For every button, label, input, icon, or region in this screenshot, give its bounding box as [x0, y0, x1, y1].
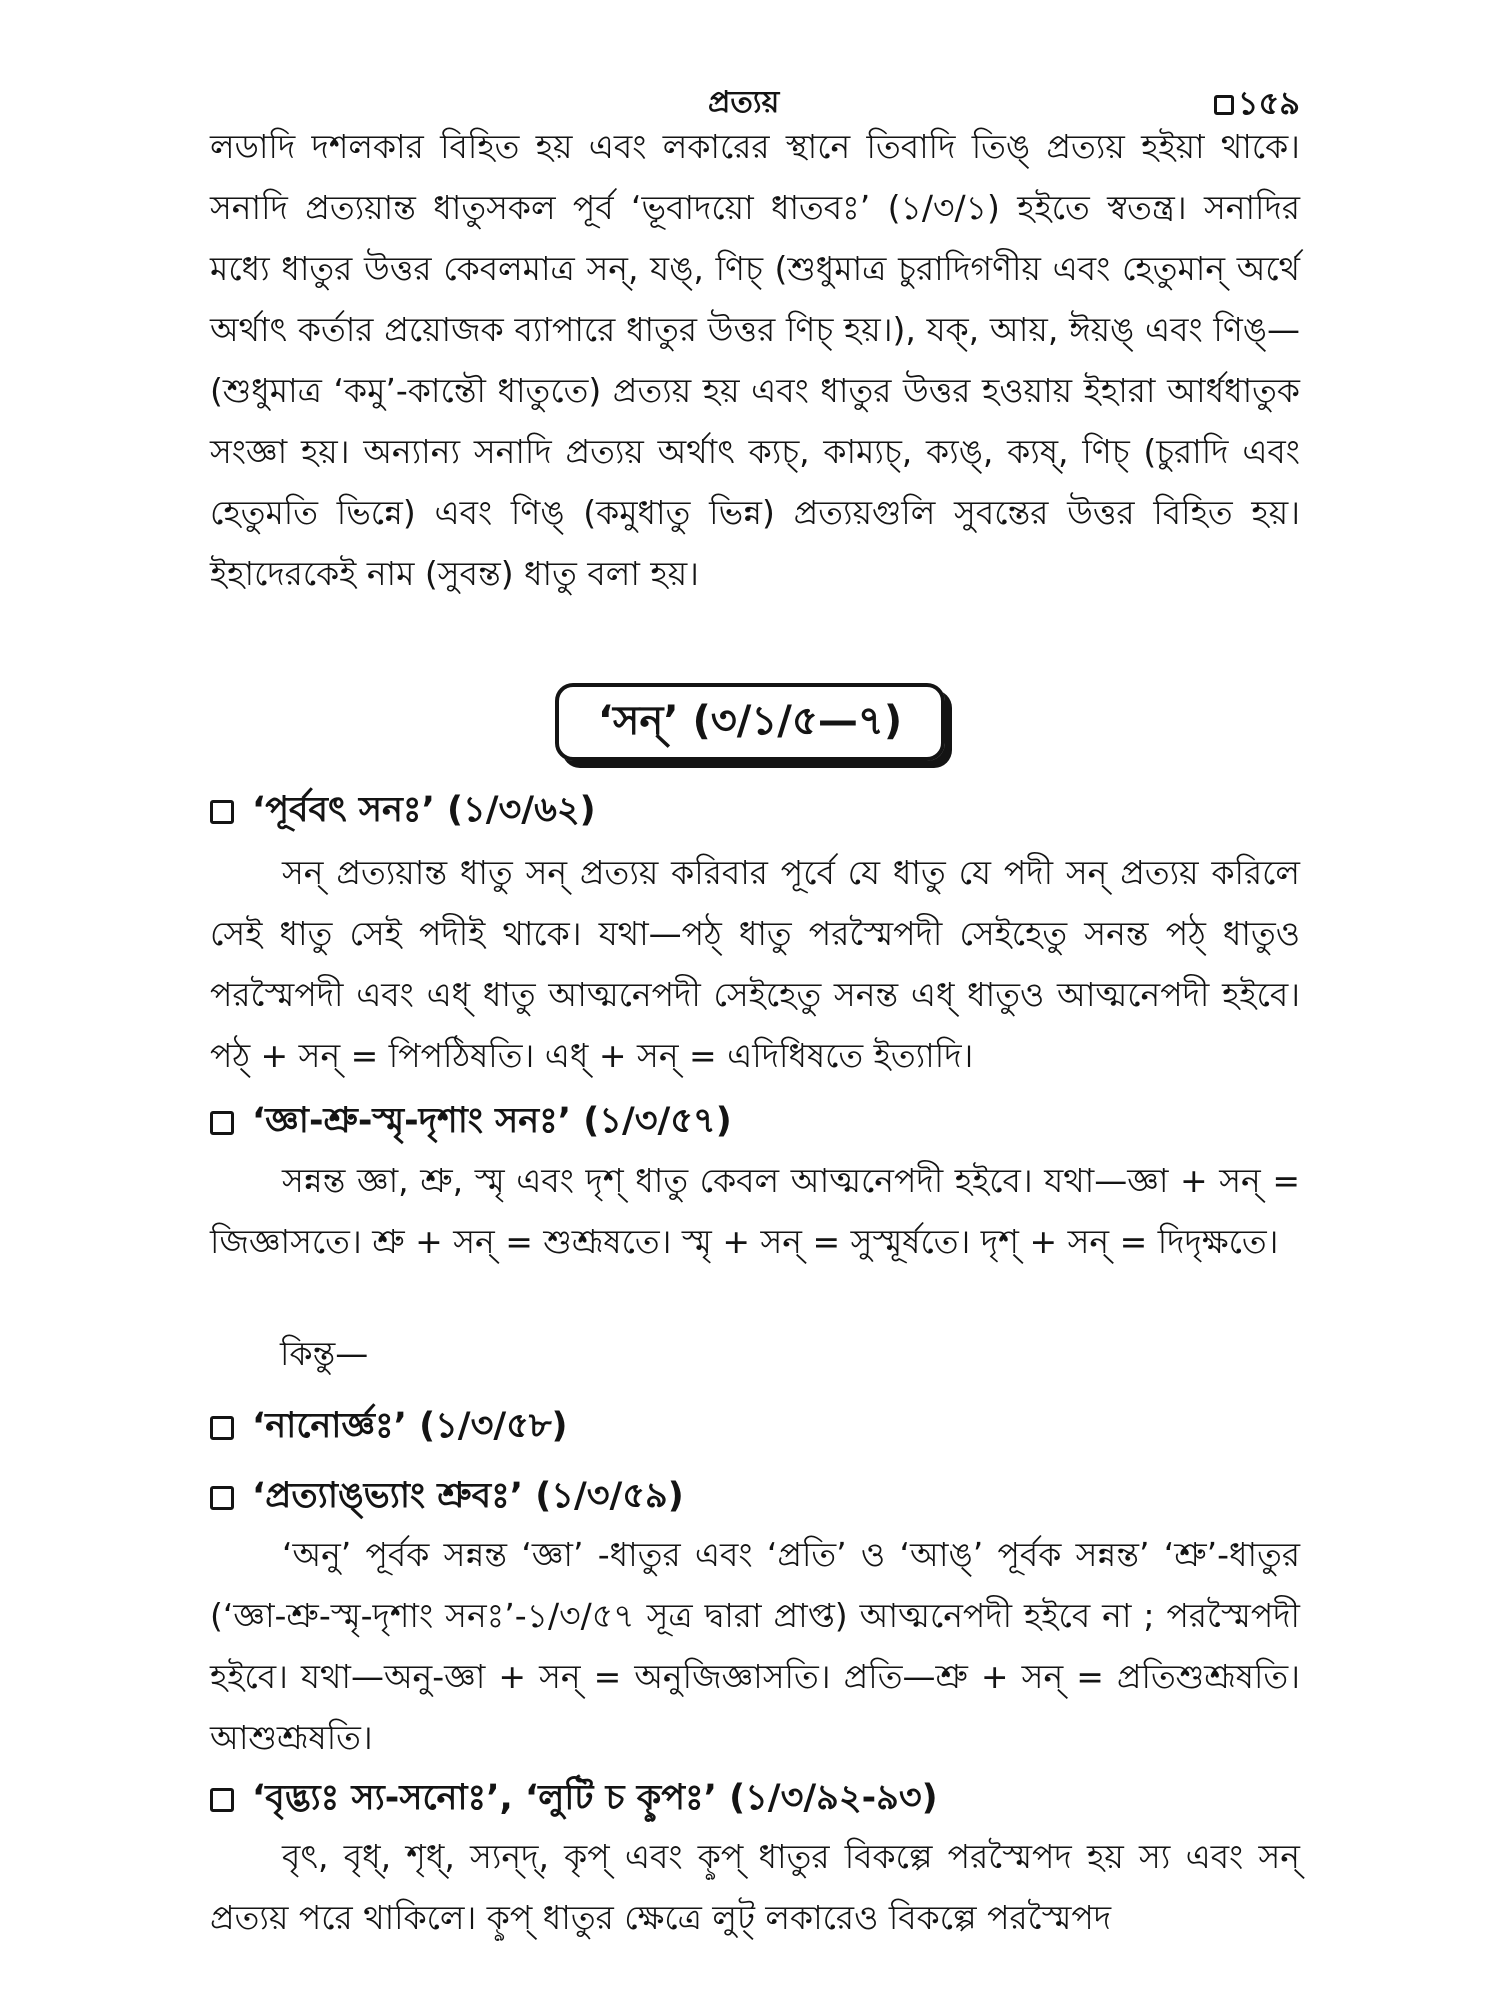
rule-heading — [210, 1093, 732, 1152]
continuation-word: কিন্তু— — [280, 1334, 369, 1373]
intro-paragraph: লডাদি দশলকার বিহিত হয় এবং লকারের স্থানে তিবাদি তিঙ্‌ প্রত্যয় হইয়া থাকে। সনাদি প্রত্যয়ান্ত ধাতুসকল পূর্ব ‘ভূবাদয়ো ধাতবঃ’ (১/৩/১) হইতে স্বতন্ত্র। সনাদির মধ্যে ধাতুর উত্তর কেবলমাত্র সন্‌, যঙ্‌, ণিচ্‌ (শুধুমাত্র চুরাদিগণীয় এবং হেতুমান্‌ অর্থে অর্থাৎ কর্তার প্রয়োজক ব্যাপারে ধাতুর উত্তর ণিচ্‌ হয়।), যক্‌, আয়, ঈয়ঙ্‌ এবং ণিঙ্‌— (শুধুমাত্র ‘কমু’-কান্তৌ ধাতুতে) প্রত্যয় হয় এবং ধাতুর উত্তর হওয়ায় ইহারা আর্ধধাতুক সংজ্ঞা হয়। অন্যান্য সনাদি প্রত্যয় অর্থাৎ ক্যচ্‌, কাম্যচ্‌, ক্যঙ্‌, ক্যষ্‌, ণিচ্‌ (চুরাদি এবং হেতুমতি ভিন্নে) এবং ণিঙ্‌ (কমুধাতু ভিন্ন) প্রত্যয়গুলি সুবন্তের উত্তর বিহিত হয়। ইহাদেরকেই নাম (সুবন্ত) ধাতু বলা হয়। — [210, 127, 1300, 593]
running-title: প্রত্যয় — [708, 85, 780, 120]
rule-heading-text: ‘পূর্ববৎ সনঃ’ (১/৩/৬২) — [252, 790, 596, 830]
square-bullet-icon — [1214, 95, 1234, 115]
rule-paragraph: বৃৎ, বৃধ্‌, শৃধ্‌, স্যন্দ্‌, কৃপ্‌ এবং কৢপ্‌ ধাতুর বিকল্পে পরস্মৈপদ হয় স্য এবং সন্‌ প্রত্যয় পরে থাকিলে। কৢপ্‌ ধাতুর ক্ষেত্রে লুট্‌ লকারেও বিকল্পে পরস্মৈপদ — [210, 1837, 1300, 1937]
square-bullet-icon — [210, 800, 234, 824]
page-number: ১৫৯ — [1237, 84, 1300, 122]
square-bullet-icon — [210, 1111, 234, 1135]
section-title-box — [555, 683, 945, 761]
rule-heading — [210, 1468, 684, 1527]
rule-heading-text: ‘জ্ঞা-শ্রু-স্মৃ-দৃশাং সনঃ’ (১/৩/৫৭) — [252, 1101, 732, 1141]
rule-heading-text: ‘বৃদ্ভ্যঃ স্য-সনোঃ’, ‘লুটি চ কৢপঃ’ (১/৩/৯২-৯৩) — [252, 1778, 938, 1818]
rule-paragraph: সন্‌ প্রত্যয়ান্ত ধাতু সন্‌ প্রত্যয় করিবার পূর্বে যে ধাতু যে পদী সন্‌ প্রত্যয় করিলে সেই ধাতু সেই পদীই থাকে। যথা—পঠ্‌ ধাতু পরস্মৈপদী সেইহেতু সনন্ত পঠ্‌ ধাতুও পরস্মৈপদী এবং এধ্‌ ধাতু আত্মনেপদী সেইহেতু সনন্ত এধ্‌ ধাতুও আত্মনেপদী হইবে। পঠ্‌ + সন্‌ = পিপঠিষতি। এধ্‌ + সন্‌ = এদিধিষতে ইত্যাদি। — [210, 853, 1300, 1075]
rule-heading — [210, 782, 596, 841]
rule-heading-text: ‘নানোর্জ্ঞঃ’ (১/৩/৫৮) — [252, 1406, 568, 1446]
rule-heading-text: ‘প্রত্যাঙ্‌ভ্যাং শ্রুবঃ’ (১/৩/৫৯) — [252, 1476, 684, 1516]
square-bullet-icon — [210, 1486, 234, 1510]
rule-heading — [210, 1770, 938, 1829]
square-bullet-icon — [210, 1788, 234, 1812]
section-title: ‘সন্‌’ (৩/১/৫—৭) — [597, 697, 903, 744]
square-bullet-icon — [210, 1416, 234, 1440]
rule-paragraph: সন্নন্ত জ্ঞা, শ্রু, স্মৃ এবং দৃশ্‌ ধাতু কেবল আত্মনেপদী হইবে। যথা—জ্ঞা + সন্‌ = জিজ্ঞাসতে। শ্রু + সন্‌ = শুশ্রূষতে। স্মৃ + সন্‌ = সুস্মূর্ষতে। দৃশ্‌ + সন্‌ = দিদৃক্ষতে। — [210, 1161, 1300, 1261]
rule-heading — [210, 1398, 568, 1457]
rule-paragraph: ‘অনু’ পূর্বক সন্নন্ত ‘জ্ঞা’ -ধাতুর এবং ‘প্রতি’ ও ‘আঙ্‌’ পূর্বক সন্নন্ত’ ‘শ্রু’-ধাতুর (‘জ্ঞা-শ্রু-স্মৃ-দৃশাং সনঃ’-১/৩/৫৭ সূত্র দ্বারা প্রাপ্ত) আত্মনেপদী হইবে না ; পরস্মৈপদী হইবে। যথা—অনু-জ্ঞা + সন্‌ = অনুজিজ্ঞাসতি। প্রতি—শ্রু + সন্‌ = প্রতিশুশ্রূষতি। আশুশ্রূষতি। — [210, 1535, 1300, 1757]
